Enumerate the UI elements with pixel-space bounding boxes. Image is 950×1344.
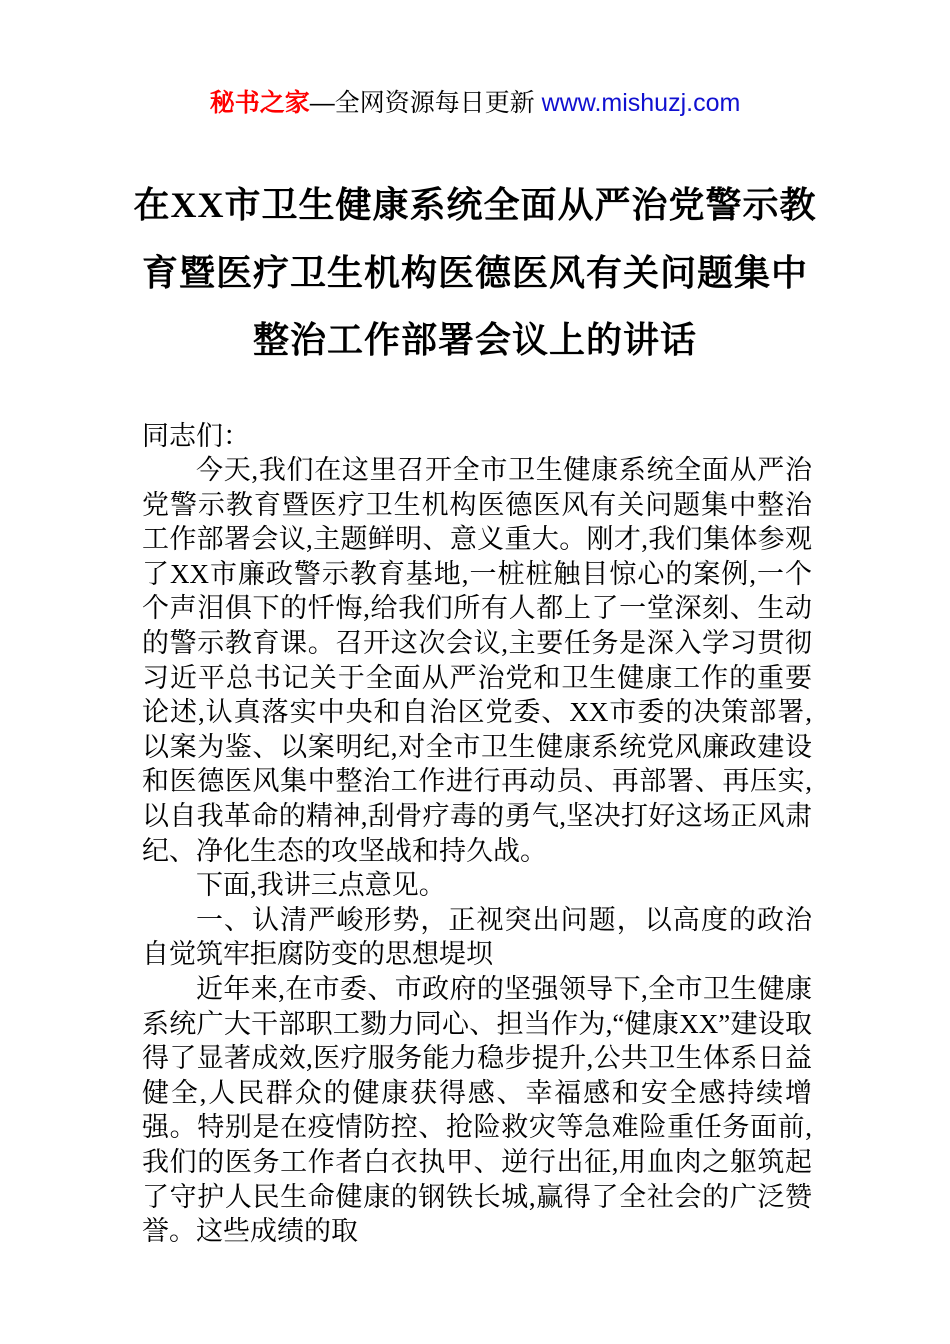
paragraph-achievements: 近年来,在市委、市政府的坚强领导下,全市卫生健康系统广大干部职工勠力同心、担当作为,“健康XX”建设取得了显著成效,医疗服务能力稳步提升,公共卫生体系日益健全,人民群众的健康获得感、幸福感和安全感持续增强。特别是在疫情防控、抢险救灾等急难险重任务面前,我们的医务工作者白衣执甲、逆行出征,用血肉之躯筑起了守护人民生命健康的钢铁长城,赢得了全社会的广泛赞誉。这些成绩的取 — [142, 974, 812, 1247]
paragraph-opening: 今天,我们在这里召开全市卫生健康系统全面从严治党警示教育暨医疗卫生机构医德医风有关问题集中整治工作部署会议,主题鲜明、意义重大。刚才,我们集体参观了XX市廉政警示教育基地,一桩桩触目惊心的案例,一个个声泪俱下的忏悔,给我们所有人都上了一堂深刻、生动的警示教育课。召开这次会议,主要任务是深入学习贯彻习近平总书记关于全面从严治党和卫生健康工作的重要论述,认真落实中央和自治区党委、XX市委的决策部署,以案为鉴、以案明纪,对全市卫生健康系统党风廉政建设和医德医风集中整治工作进行再动员、再部署、再压实,以自我革命的精神,刮骨疗毒的勇气,坚决打好这场正风肃纪、净化生态的攻坚战和持久战。 — [142, 455, 812, 866]
site-brand: 秘书之家 — [209, 89, 310, 117]
paragraph-section-heading: 一、认清严峻形势，正视突出问题，以高度的政治自觉筑牢拒腐防变的思想堤坝 — [142, 904, 812, 970]
title-line-1: 在XX市卫生健康系统全面从严治党警示教 — [133, 185, 817, 225]
title-line-2: 育暨医疗卫生机构医德医风有关问题集中 — [141, 252, 808, 293]
document-title — [60, 172, 890, 375]
document-body — [142, 419, 812, 1249]
site-url-link[interactable]: www.mishuzj.com — [541, 89, 741, 117]
title-line-3: 整治工作部署会议上的讲话 — [252, 320, 697, 360]
site-header — [0, 90, 950, 117]
paragraph-transition: 下面,我讲三点意见。 — [196, 870, 446, 901]
site-tagline: —全网资源每日更新 — [309, 89, 542, 117]
salutation: 同志们： — [142, 420, 250, 451]
